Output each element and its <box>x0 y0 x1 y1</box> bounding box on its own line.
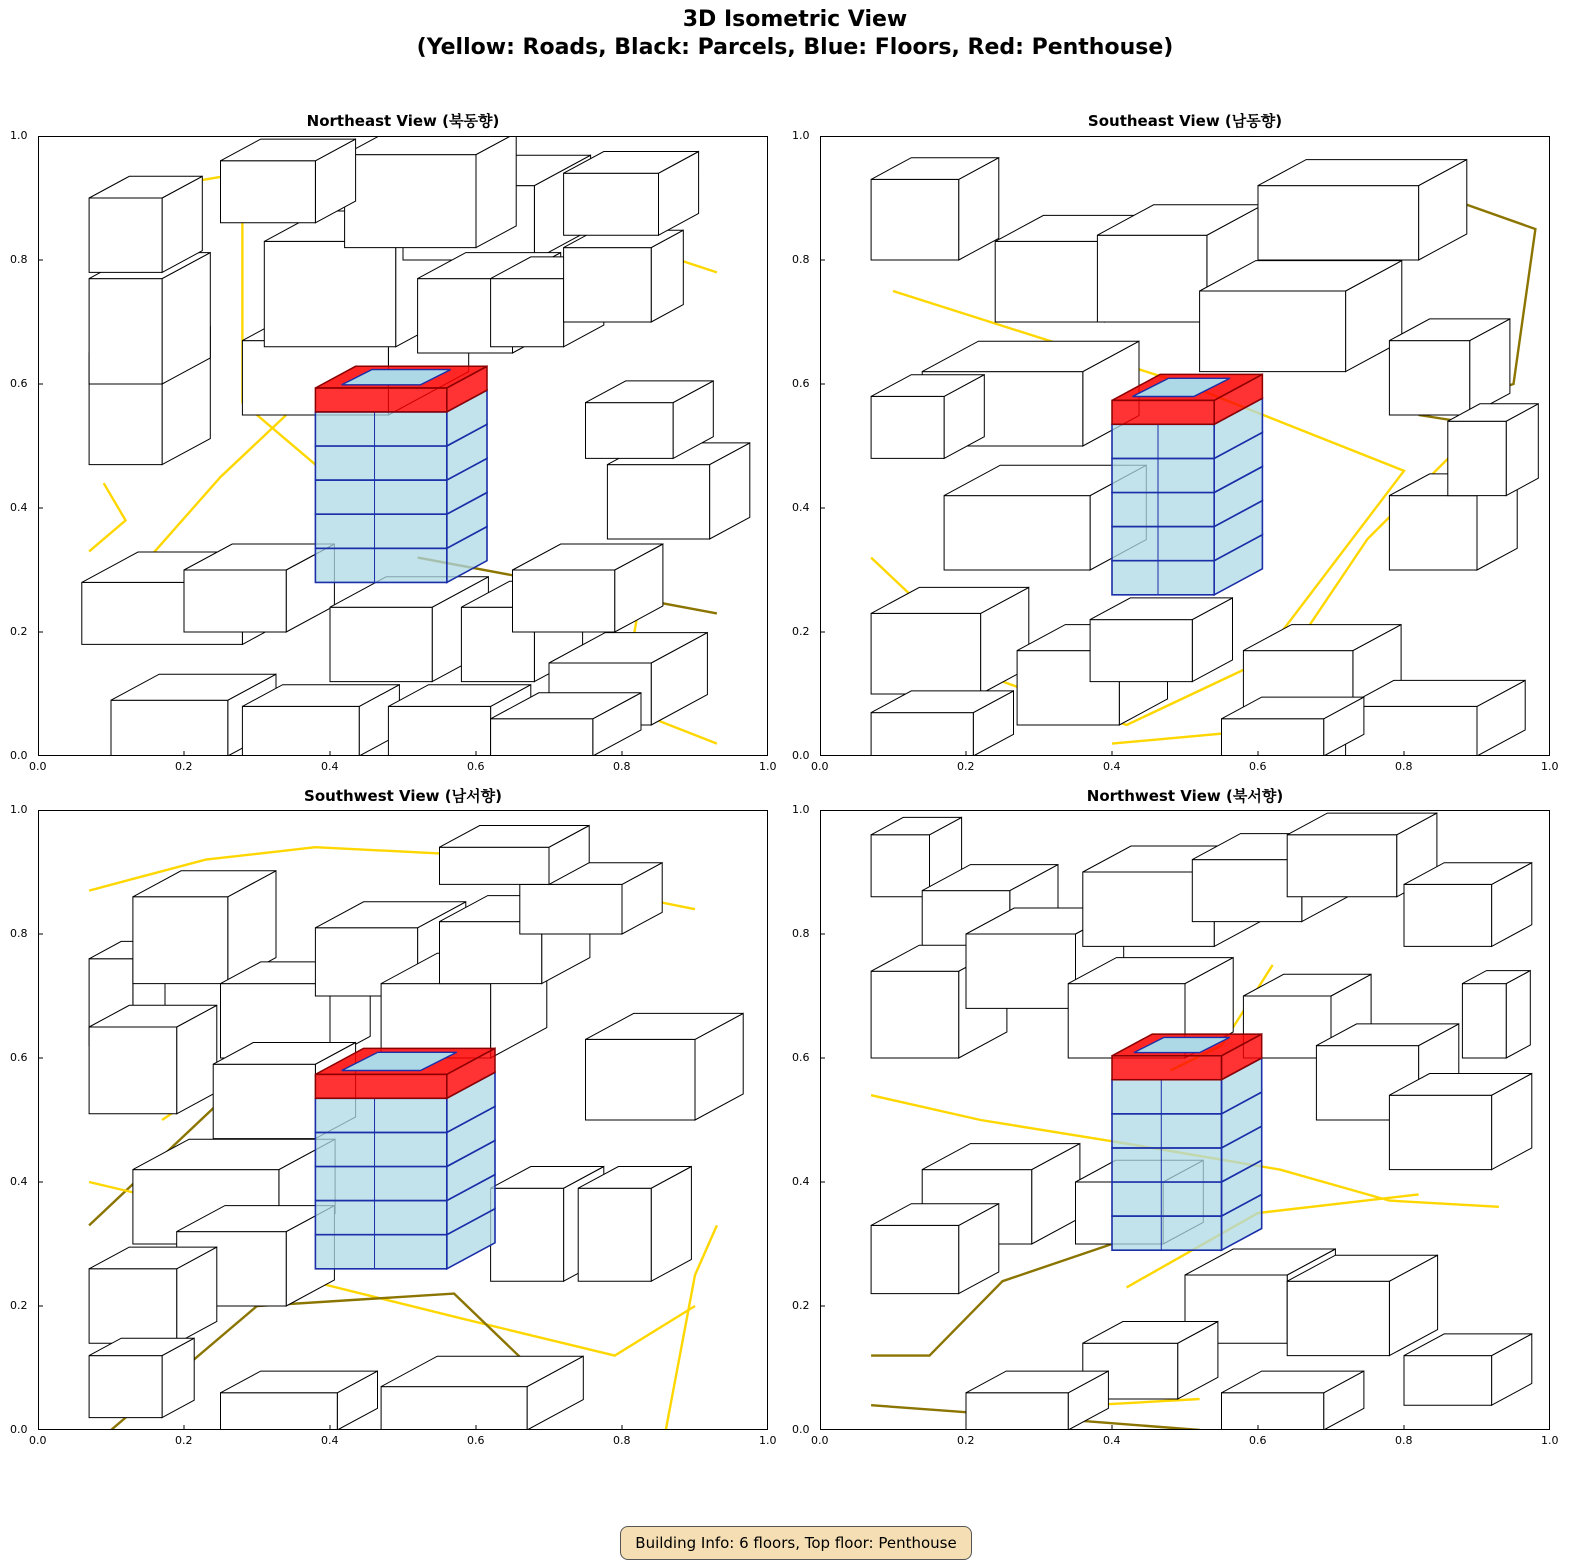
parcel-building-front <box>388 706 490 756</box>
x-tick-label: 0.2 <box>175 1434 193 1447</box>
penthouse-front <box>315 1074 446 1098</box>
parcel-building-front <box>491 1188 564 1281</box>
y-tick-label: 1.0 <box>792 803 810 816</box>
parcel-building-front <box>111 700 228 756</box>
penthouse-front <box>315 388 446 412</box>
x-tick-label: 1.0 <box>1541 760 1559 773</box>
parcel-building-front <box>513 570 615 632</box>
floor-front <box>315 514 446 548</box>
x-tick-label: 0.0 <box>29 1434 47 1447</box>
y-tick-label: 0.4 <box>10 1175 28 1188</box>
parcel-building-front <box>1258 186 1419 260</box>
parcel-building-front <box>1389 496 1477 570</box>
floor-front <box>315 446 446 480</box>
x-tick-label: 0.8 <box>1395 760 1413 773</box>
x-tick-label: 0.2 <box>175 760 193 773</box>
parcel-building-front <box>944 496 1090 570</box>
parcel-building-front <box>966 1393 1068 1430</box>
x-tick-label: 0.8 <box>1395 1434 1413 1447</box>
x-tick-label: 0.8 <box>613 760 631 773</box>
y-tick-label: 0.2 <box>10 625 28 638</box>
panel-southwest <box>38 810 768 1430</box>
y-tick-label: 0.4 <box>792 1175 810 1188</box>
parcel-building-front <box>491 279 564 347</box>
panel-title-southeast: Southeast View (남동향) <box>1087 112 1283 130</box>
floor-front <box>315 1132 446 1166</box>
parcel-building-front <box>89 198 162 272</box>
parcel-building-front <box>221 1393 338 1430</box>
panel-northeast <box>38 136 768 756</box>
x-tick-label: 1.0 <box>759 760 777 773</box>
parcel-building-front <box>1287 1281 1389 1355</box>
y-tick-label: 1.0 <box>792 129 810 142</box>
parcel-building-front <box>330 607 432 681</box>
x-tick-label: 0.2 <box>957 1434 975 1447</box>
x-tick-label: 0.4 <box>1103 1434 1121 1447</box>
parcel-building-front <box>184 570 286 632</box>
parcel-building-front <box>491 719 593 756</box>
panel-title-southwest: Southwest View (남서향) <box>304 787 502 805</box>
y-tick-label: 0.8 <box>10 253 28 266</box>
y-tick-label: 1.0 <box>10 129 28 142</box>
parcel-building-front <box>871 713 973 756</box>
x-tick-label: 0.6 <box>467 760 485 773</box>
parcel-building-front <box>564 248 652 322</box>
floor-front <box>1112 493 1214 527</box>
x-tick-label: 0.0 <box>29 760 47 773</box>
parcel-building-front <box>1346 706 1477 756</box>
building-info-box <box>620 1526 972 1560</box>
floor-front <box>315 548 446 582</box>
x-tick-label: 0.4 <box>1103 760 1121 773</box>
parcel-building-front <box>995 241 1104 322</box>
floor-front <box>1112 561 1214 595</box>
parcel-building-front <box>564 173 659 235</box>
parcel-building-front <box>1200 291 1346 372</box>
parcel-building-front <box>1404 1356 1492 1406</box>
parcel-building-front <box>1448 421 1506 495</box>
x-tick-label: 0.6 <box>467 1434 485 1447</box>
floor-front <box>1112 1148 1222 1182</box>
parcel-building-front <box>89 1027 177 1114</box>
parcel-building-front <box>871 971 959 1058</box>
parcel-building-front <box>89 1269 177 1343</box>
parcel-building-front <box>213 1064 315 1138</box>
parcel-building-front <box>1222 719 1324 756</box>
y-tick-label: 0.0 <box>10 749 28 762</box>
x-tick-label: 1.0 <box>759 1434 777 1447</box>
figure-title <box>0 6 1590 62</box>
panel-title-northeast: Northeast View (북동향) <box>306 112 500 130</box>
panel-southwest-canvas <box>38 810 768 1430</box>
parcel-building-front <box>871 1225 959 1293</box>
parcel-building-front <box>1222 1393 1324 1430</box>
x-tick-label: 0.4 <box>321 760 339 773</box>
y-tick-label: 1.0 <box>10 803 28 816</box>
y-tick-label: 0.6 <box>10 1051 28 1064</box>
floor-front <box>1112 1216 1222 1250</box>
road-line <box>286 1275 695 1356</box>
parcel-building-front <box>871 613 981 694</box>
parcel-building-front <box>586 403 674 459</box>
parcel-building-front <box>89 1356 162 1418</box>
parcel-building-front <box>1097 235 1207 322</box>
floor-front <box>1112 458 1214 492</box>
panel-northwest-canvas <box>820 810 1550 1430</box>
parcel-building-front <box>381 1387 527 1430</box>
panel-southeast-canvas <box>820 136 1550 756</box>
parcel-building-front <box>345 155 476 248</box>
y-tick-label: 0.2 <box>792 1299 810 1312</box>
x-tick-label: 0.6 <box>1249 760 1267 773</box>
parcel-building-front <box>242 706 359 756</box>
floor-front <box>315 1201 446 1235</box>
y-tick-label: 0.6 <box>792 377 810 390</box>
parcel-building-front <box>221 161 316 223</box>
parcel-building-front <box>1192 860 1302 922</box>
y-tick-label: 0.0 <box>792 749 810 762</box>
parcel-building-front <box>1389 1095 1491 1169</box>
y-tick-label: 0.0 <box>792 1423 810 1436</box>
y-tick-label: 0.6 <box>792 1051 810 1064</box>
y-tick-label: 0.8 <box>792 253 810 266</box>
parcel-building-front <box>89 279 162 384</box>
parcel-building-front <box>966 934 1076 1008</box>
floor-front <box>315 1167 446 1201</box>
parcel-building-front <box>1404 884 1492 946</box>
parcel-building-front <box>1462 984 1506 1058</box>
parcel-building-front <box>871 179 959 260</box>
figure-title-line-2: (Yellow: Roads, Black: Parcels, Blue: Floors, Red: Penthouse) <box>416 35 1174 60</box>
figure-title-line-1: 3D Isometric View <box>682 7 908 32</box>
floor-front <box>1112 1080 1222 1114</box>
penthouse-front <box>1112 1056 1222 1080</box>
parcel-building-front <box>586 1039 696 1120</box>
road-line <box>89 483 126 551</box>
y-tick-label: 0.6 <box>10 377 28 390</box>
parcel-building-front <box>607 465 709 539</box>
parcel-building-side <box>1506 971 1530 1058</box>
y-tick-label: 0.4 <box>10 501 28 514</box>
floor-front <box>1112 1114 1222 1148</box>
parcel-building-front <box>520 884 622 934</box>
parcel-building-front <box>871 396 944 458</box>
parcel-building-front <box>381 984 491 1058</box>
parcel-building-front <box>1287 835 1397 897</box>
x-tick-label: 0.8 <box>613 1434 631 1447</box>
y-tick-label: 0.2 <box>10 1299 28 1312</box>
x-tick-label: 0.0 <box>811 760 829 773</box>
panel-southeast <box>820 136 1550 756</box>
floor-front <box>1112 527 1214 561</box>
floor-front <box>315 1235 446 1269</box>
y-tick-label: 0.8 <box>10 927 28 940</box>
parcel-building-front <box>133 897 228 984</box>
floor-front <box>315 480 446 514</box>
parcel-building-front <box>440 847 550 884</box>
y-tick-label: 0.8 <box>792 927 810 940</box>
panel-title-northwest: Northwest View (북서향) <box>1086 787 1284 805</box>
penthouse-front <box>1112 400 1214 424</box>
x-tick-label: 0.0 <box>811 1434 829 1447</box>
parcel-building-front <box>871 835 929 897</box>
floor-front <box>1112 1182 1222 1216</box>
panel-northeast-canvas <box>38 136 768 756</box>
y-tick-label: 0.4 <box>792 501 810 514</box>
x-tick-label: 0.6 <box>1249 1434 1267 1447</box>
parcel-building-front <box>578 1188 651 1281</box>
parcel-building-front <box>264 241 395 346</box>
parcel-building-front <box>1389 341 1469 415</box>
x-tick-label: 1.0 <box>1541 1434 1559 1447</box>
parcel-building-front <box>1090 620 1192 682</box>
y-tick-label: 0.0 <box>10 1423 28 1436</box>
floor-front <box>315 1098 446 1132</box>
y-tick-label: 0.2 <box>792 625 810 638</box>
x-tick-label: 0.2 <box>957 760 975 773</box>
building-info-text: Building Info: 6 floors, Top floor: Penthouse <box>635 1534 957 1552</box>
floor-front <box>1112 424 1214 458</box>
panel-northwest <box>820 810 1550 1430</box>
floor-front <box>315 412 446 446</box>
x-tick-label: 0.4 <box>321 1434 339 1447</box>
